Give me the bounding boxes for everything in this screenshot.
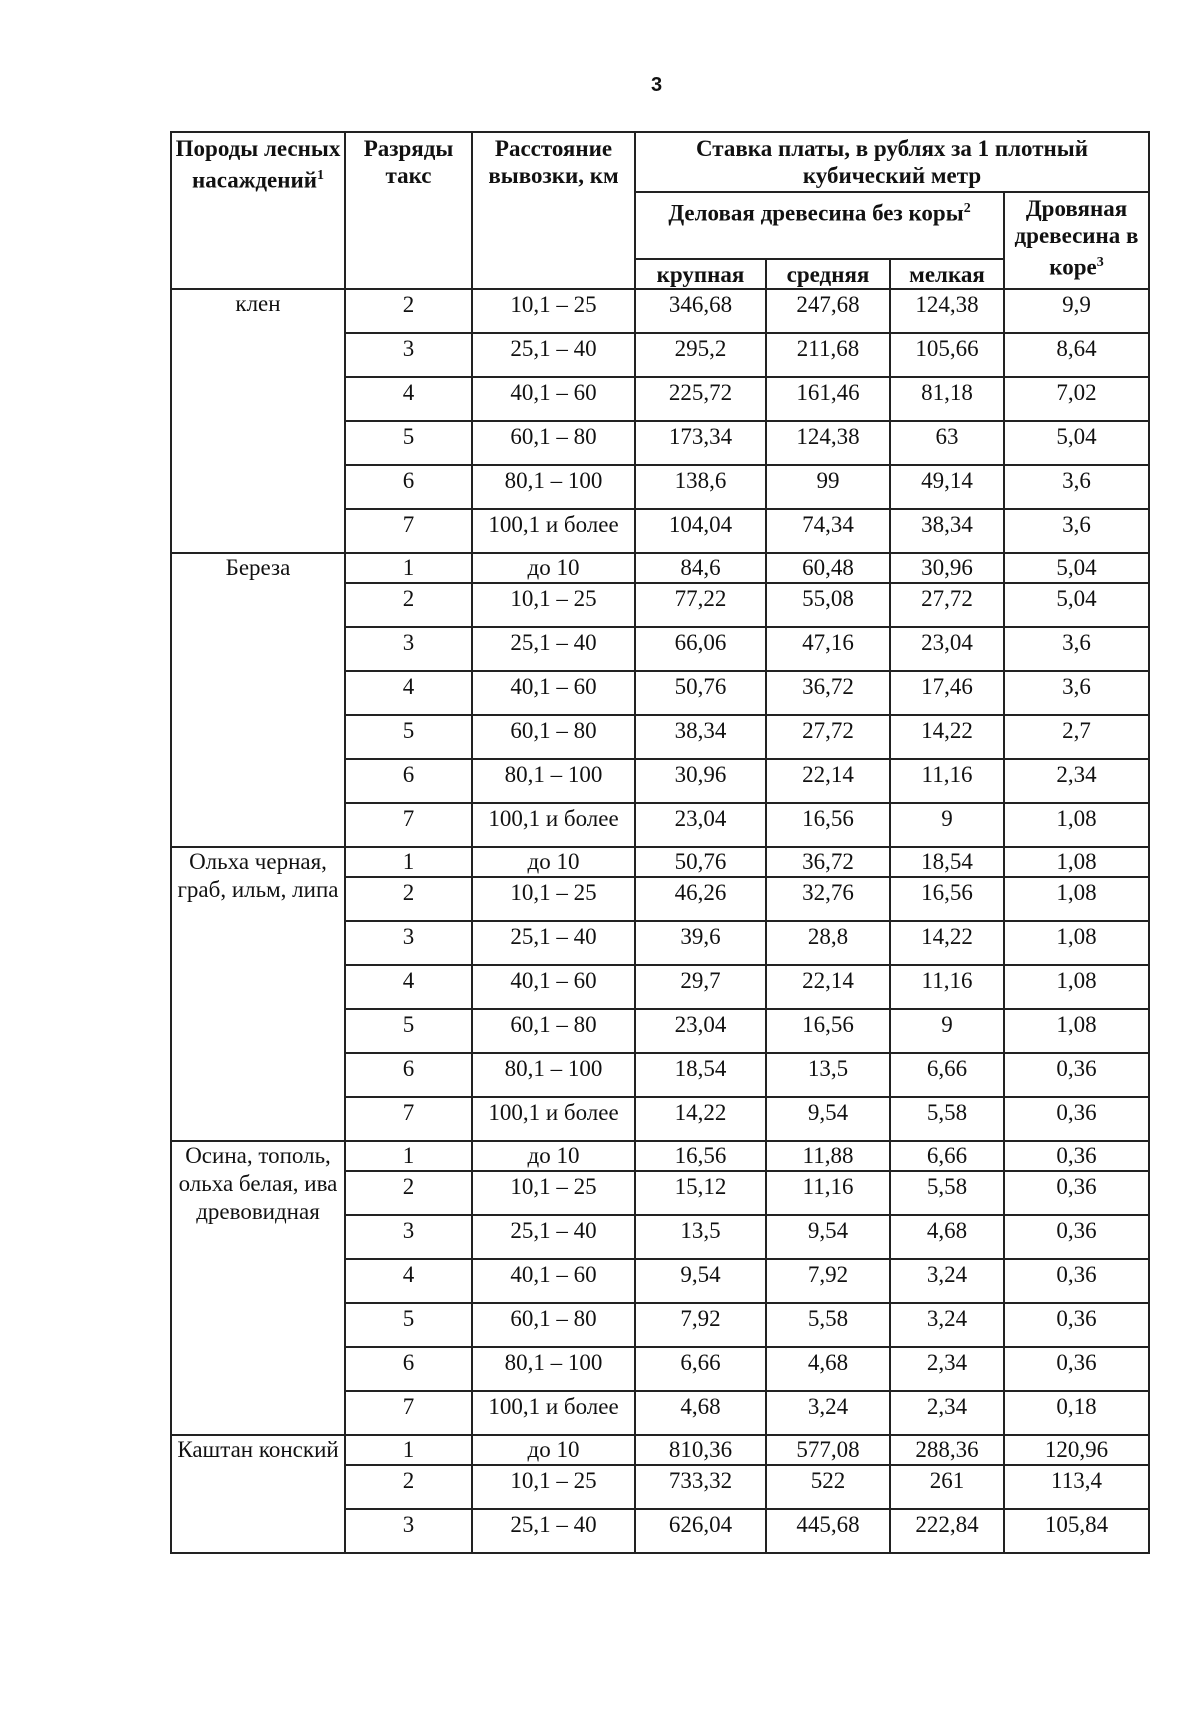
small-rate-cell: 6,66 <box>890 1053 1004 1097</box>
small-rate-cell: 38,34 <box>890 509 1004 553</box>
category-cell: 6 <box>345 759 472 803</box>
large-rate-cell: 9,54 <box>635 1259 766 1303</box>
fuel-rate-cell: 0,36 <box>1004 1259 1149 1303</box>
category-cell: 3 <box>345 921 472 965</box>
small-rate-cell: 2,34 <box>890 1391 1004 1435</box>
fuel-rate-cell: 2,34 <box>1004 759 1149 803</box>
distance-cell: 100,1 и более <box>472 1391 635 1435</box>
distance-cell: 60,1 – 80 <box>472 715 635 759</box>
large-rate-cell: 38,34 <box>635 715 766 759</box>
header-large: крупная <box>635 259 766 289</box>
fuel-rate-cell: 1,08 <box>1004 921 1149 965</box>
large-rate-cell: 39,6 <box>635 921 766 965</box>
medium-rate-cell: 13,5 <box>766 1053 890 1097</box>
distance-cell: 100,1 и более <box>472 509 635 553</box>
fuel-rate-cell: 1,08 <box>1004 1009 1149 1053</box>
medium-rate-cell: 99 <box>766 465 890 509</box>
header-small: мелкая <box>890 259 1004 289</box>
distance-cell: 10,1 – 25 <box>472 1171 635 1215</box>
medium-rate-cell: 16,56 <box>766 803 890 847</box>
category-cell: 2 <box>345 1171 472 1215</box>
large-rate-cell: 225,72 <box>635 377 766 421</box>
category-cell: 3 <box>345 1509 472 1553</box>
distance-cell: 10,1 – 25 <box>472 289 635 333</box>
fuel-rate-cell: 120,96 <box>1004 1435 1149 1465</box>
medium-rate-cell: 28,8 <box>766 921 890 965</box>
small-rate-cell: 124,38 <box>890 289 1004 333</box>
large-rate-cell: 15,12 <box>635 1171 766 1215</box>
fuel-rate-cell: 3,6 <box>1004 671 1149 715</box>
header-business-wood: Деловая древесина без коры$^2$ <box>635 192 1004 259</box>
header-medium: средняя <box>766 259 890 289</box>
medium-rate-cell: 124,38 <box>766 421 890 465</box>
large-rate-cell: 50,76 <box>635 671 766 715</box>
large-rate-cell: 23,04 <box>635 1009 766 1053</box>
table-row <box>171 289 1149 333</box>
small-rate-cell: 14,22 <box>890 715 1004 759</box>
fuel-rate-cell: 0,36 <box>1004 1097 1149 1141</box>
fuel-rate-cell: 8,64 <box>1004 333 1149 377</box>
small-rate-cell: 16,56 <box>890 877 1004 921</box>
table-header <box>171 132 1149 289</box>
category-cell: 7 <box>345 803 472 847</box>
medium-rate-cell: 22,14 <box>766 759 890 803</box>
fuel-rate-cell: 113,4 <box>1004 1465 1149 1509</box>
fuel-rate-cell: 0,36 <box>1004 1347 1149 1391</box>
small-rate-cell: 11,16 <box>890 965 1004 1009</box>
fuel-rate-cell: 5,04 <box>1004 553 1149 583</box>
medium-rate-cell: 3,24 <box>766 1391 890 1435</box>
distance-cell: 80,1 – 100 <box>472 759 635 803</box>
medium-rate-cell: 161,46 <box>766 377 890 421</box>
category-cell: 2 <box>345 1465 472 1509</box>
distance-cell: 40,1 – 60 <box>472 1259 635 1303</box>
medium-rate-cell: 9,54 <box>766 1097 890 1141</box>
distance-cell: 60,1 – 80 <box>472 1009 635 1053</box>
distance-cell: 80,1 – 100 <box>472 1053 635 1097</box>
small-rate-cell: 9 <box>890 1009 1004 1053</box>
distance-cell: 10,1 – 25 <box>472 583 635 627</box>
medium-rate-cell: 247,68 <box>766 289 890 333</box>
fuel-rate-cell: 9,9 <box>1004 289 1149 333</box>
distance-cell: 25,1 – 40 <box>472 921 635 965</box>
small-rate-cell: 9 <box>890 803 1004 847</box>
small-rate-cell: 11,16 <box>890 759 1004 803</box>
medium-rate-cell: 16,56 <box>766 1009 890 1053</box>
distance-cell: 25,1 – 40 <box>472 1509 635 1553</box>
fuel-rate-cell: 5,04 <box>1004 583 1149 627</box>
small-rate-cell: 5,58 <box>890 1171 1004 1215</box>
small-rate-cell: 4,68 <box>890 1215 1004 1259</box>
category-cell: 6 <box>345 465 472 509</box>
large-rate-cell: 46,26 <box>635 877 766 921</box>
medium-rate-cell: 11,16 <box>766 1171 890 1215</box>
species-cell: Каштан конский <box>171 1435 345 1553</box>
category-cell: 7 <box>345 1391 472 1435</box>
medium-rate-cell: 9,54 <box>766 1215 890 1259</box>
distance-cell: 25,1 – 40 <box>472 1215 635 1259</box>
category-cell: 5 <box>345 421 472 465</box>
category-cell: 7 <box>345 1097 472 1141</box>
small-rate-cell: 18,54 <box>890 847 1004 877</box>
small-rate-cell: 6,66 <box>890 1141 1004 1171</box>
fuel-rate-cell: 1,08 <box>1004 803 1149 847</box>
category-cell: 5 <box>345 715 472 759</box>
category-cell: 2 <box>345 877 472 921</box>
distance-cell: 80,1 – 100 <box>472 1347 635 1391</box>
small-rate-cell: 81,18 <box>890 377 1004 421</box>
small-rate-cell: 222,84 <box>890 1509 1004 1553</box>
large-rate-cell: 30,96 <box>635 759 766 803</box>
small-rate-cell: 23,04 <box>890 627 1004 671</box>
distance-cell: 60,1 – 80 <box>472 1303 635 1347</box>
category-cell: 3 <box>345 1215 472 1259</box>
fuel-rate-cell: 1,08 <box>1004 965 1149 1009</box>
large-rate-cell: 14,22 <box>635 1097 766 1141</box>
category-cell: 3 <box>345 333 472 377</box>
species-cell: клен <box>171 289 345 553</box>
category-cell: 5 <box>345 1303 472 1347</box>
medium-rate-cell: 55,08 <box>766 583 890 627</box>
header-category: Разряды такс <box>345 132 472 289</box>
large-rate-cell: 77,22 <box>635 583 766 627</box>
distance-cell: до 10 <box>472 553 635 583</box>
distance-cell: 80,1 – 100 <box>472 465 635 509</box>
header-fuel-wood: Дровяная древесина в коре$^3$ <box>1004 192 1149 289</box>
fuel-rate-cell: 1,08 <box>1004 877 1149 921</box>
large-rate-cell: 18,54 <box>635 1053 766 1097</box>
medium-rate-cell: 211,68 <box>766 333 890 377</box>
category-cell: 3 <box>345 627 472 671</box>
category-cell: 1 <box>345 1141 472 1171</box>
fuel-rate-cell: 3,6 <box>1004 465 1149 509</box>
large-rate-cell: 66,06 <box>635 627 766 671</box>
fuel-rate-cell: 3,6 <box>1004 509 1149 553</box>
small-rate-cell: 261 <box>890 1465 1004 1509</box>
small-rate-cell: 2,34 <box>890 1347 1004 1391</box>
small-rate-cell: 5,58 <box>890 1097 1004 1141</box>
small-rate-cell: 288,36 <box>890 1435 1004 1465</box>
distance-cell: 10,1 – 25 <box>472 877 635 921</box>
category-cell: 4 <box>345 377 472 421</box>
large-rate-cell: 810,36 <box>635 1435 766 1465</box>
table-row <box>171 553 1149 583</box>
large-rate-cell: 138,6 <box>635 465 766 509</box>
medium-rate-cell: 22,14 <box>766 965 890 1009</box>
species-cell: Ольха черная, граб, ильм, липа <box>171 847 345 1141</box>
large-rate-cell: 50,76 <box>635 847 766 877</box>
small-rate-cell: 14,22 <box>890 921 1004 965</box>
page-number: 3 <box>650 74 663 96</box>
header-rate: Ставка платы, в рублях за 1 плотный кубический метр <box>635 132 1149 192</box>
distance-cell: 10,1 – 25 <box>472 1465 635 1509</box>
category-cell: 1 <box>345 1435 472 1465</box>
category-cell: 6 <box>345 1053 472 1097</box>
medium-rate-cell: 445,68 <box>766 1509 890 1553</box>
category-cell: 6 <box>345 1347 472 1391</box>
distance-cell: до 10 <box>472 1141 635 1171</box>
header-distance: Расстояние вывозки, км <box>472 132 635 289</box>
medium-rate-cell: 36,72 <box>766 671 890 715</box>
distance-cell: до 10 <box>472 847 635 877</box>
medium-rate-cell: 36,72 <box>766 847 890 877</box>
category-cell: 1 <box>345 847 472 877</box>
large-rate-cell: 84,6 <box>635 553 766 583</box>
fuel-rate-cell: 1,08 <box>1004 847 1149 877</box>
header-species: Породы лесных насаждений$^1$ <box>171 132 345 289</box>
medium-rate-cell: 7,92 <box>766 1259 890 1303</box>
fuel-rate-cell: 0,36 <box>1004 1141 1149 1171</box>
small-rate-cell: 17,46 <box>890 671 1004 715</box>
distance-cell: 100,1 и более <box>472 1097 635 1141</box>
large-rate-cell: 626,04 <box>635 1509 766 1553</box>
distance-cell: 25,1 – 40 <box>472 333 635 377</box>
distance-cell: 100,1 и более <box>472 803 635 847</box>
category-cell: 4 <box>345 671 472 715</box>
species-cell: Осина, тополь, ольха белая, ива древовидная <box>171 1141 345 1435</box>
large-rate-cell: 733,32 <box>635 1465 766 1509</box>
fuel-rate-cell: 0,18 <box>1004 1391 1149 1435</box>
fuel-rate-cell: 5,04 <box>1004 421 1149 465</box>
fuel-rate-cell: 3,6 <box>1004 627 1149 671</box>
fuel-rate-cell: 2,7 <box>1004 715 1149 759</box>
small-rate-cell: 30,96 <box>890 553 1004 583</box>
category-cell: 5 <box>345 1009 472 1053</box>
category-cell: 4 <box>345 1259 472 1303</box>
small-rate-cell: 3,24 <box>890 1303 1004 1347</box>
distance-cell: 60,1 – 80 <box>472 421 635 465</box>
table-row <box>171 1141 1149 1171</box>
medium-rate-cell: 5,58 <box>766 1303 890 1347</box>
medium-rate-cell: 74,34 <box>766 509 890 553</box>
medium-rate-cell: 577,08 <box>766 1435 890 1465</box>
large-rate-cell: 23,04 <box>635 803 766 847</box>
large-rate-cell: 104,04 <box>635 509 766 553</box>
fuel-rate-cell: 0,36 <box>1004 1053 1149 1097</box>
distance-cell: 40,1 – 60 <box>472 671 635 715</box>
distance-cell: 25,1 – 40 <box>472 627 635 671</box>
medium-rate-cell: 47,16 <box>766 627 890 671</box>
fuel-rate-cell: 105,84 <box>1004 1509 1149 1553</box>
medium-rate-cell: 522 <box>766 1465 890 1509</box>
fuel-rate-cell: 0,36 <box>1004 1303 1149 1347</box>
rates-table <box>170 131 1150 1554</box>
fuel-rate-cell: 7,02 <box>1004 377 1149 421</box>
category-cell: 4 <box>345 965 472 1009</box>
category-cell: 2 <box>345 289 472 333</box>
medium-rate-cell: 11,88 <box>766 1141 890 1171</box>
large-rate-cell: 295,2 <box>635 333 766 377</box>
small-rate-cell: 27,72 <box>890 583 1004 627</box>
medium-rate-cell: 27,72 <box>766 715 890 759</box>
small-rate-cell: 63 <box>890 421 1004 465</box>
small-rate-cell: 49,14 <box>890 465 1004 509</box>
table-row <box>171 1435 1149 1465</box>
category-cell: 2 <box>345 583 472 627</box>
large-rate-cell: 6,66 <box>635 1347 766 1391</box>
category-cell: 1 <box>345 553 472 583</box>
large-rate-cell: 4,68 <box>635 1391 766 1435</box>
medium-rate-cell: 4,68 <box>766 1347 890 1391</box>
table-body <box>171 289 1149 1553</box>
distance-cell: 40,1 – 60 <box>472 965 635 1009</box>
distance-cell: 40,1 – 60 <box>472 377 635 421</box>
small-rate-cell: 3,24 <box>890 1259 1004 1303</box>
table-row <box>171 847 1149 877</box>
large-rate-cell: 7,92 <box>635 1303 766 1347</box>
large-rate-cell: 173,34 <box>635 421 766 465</box>
medium-rate-cell: 60,48 <box>766 553 890 583</box>
fuel-rate-cell: 0,36 <box>1004 1215 1149 1259</box>
large-rate-cell: 29,7 <box>635 965 766 1009</box>
species-cell: Береза <box>171 553 345 847</box>
distance-cell: до 10 <box>472 1435 635 1465</box>
category-cell: 7 <box>345 509 472 553</box>
small-rate-cell: 105,66 <box>890 333 1004 377</box>
fuel-rate-cell: 0,36 <box>1004 1171 1149 1215</box>
medium-rate-cell: 32,76 <box>766 877 890 921</box>
large-rate-cell: 13,5 <box>635 1215 766 1259</box>
large-rate-cell: 346,68 <box>635 289 766 333</box>
large-rate-cell: 16,56 <box>635 1141 766 1171</box>
